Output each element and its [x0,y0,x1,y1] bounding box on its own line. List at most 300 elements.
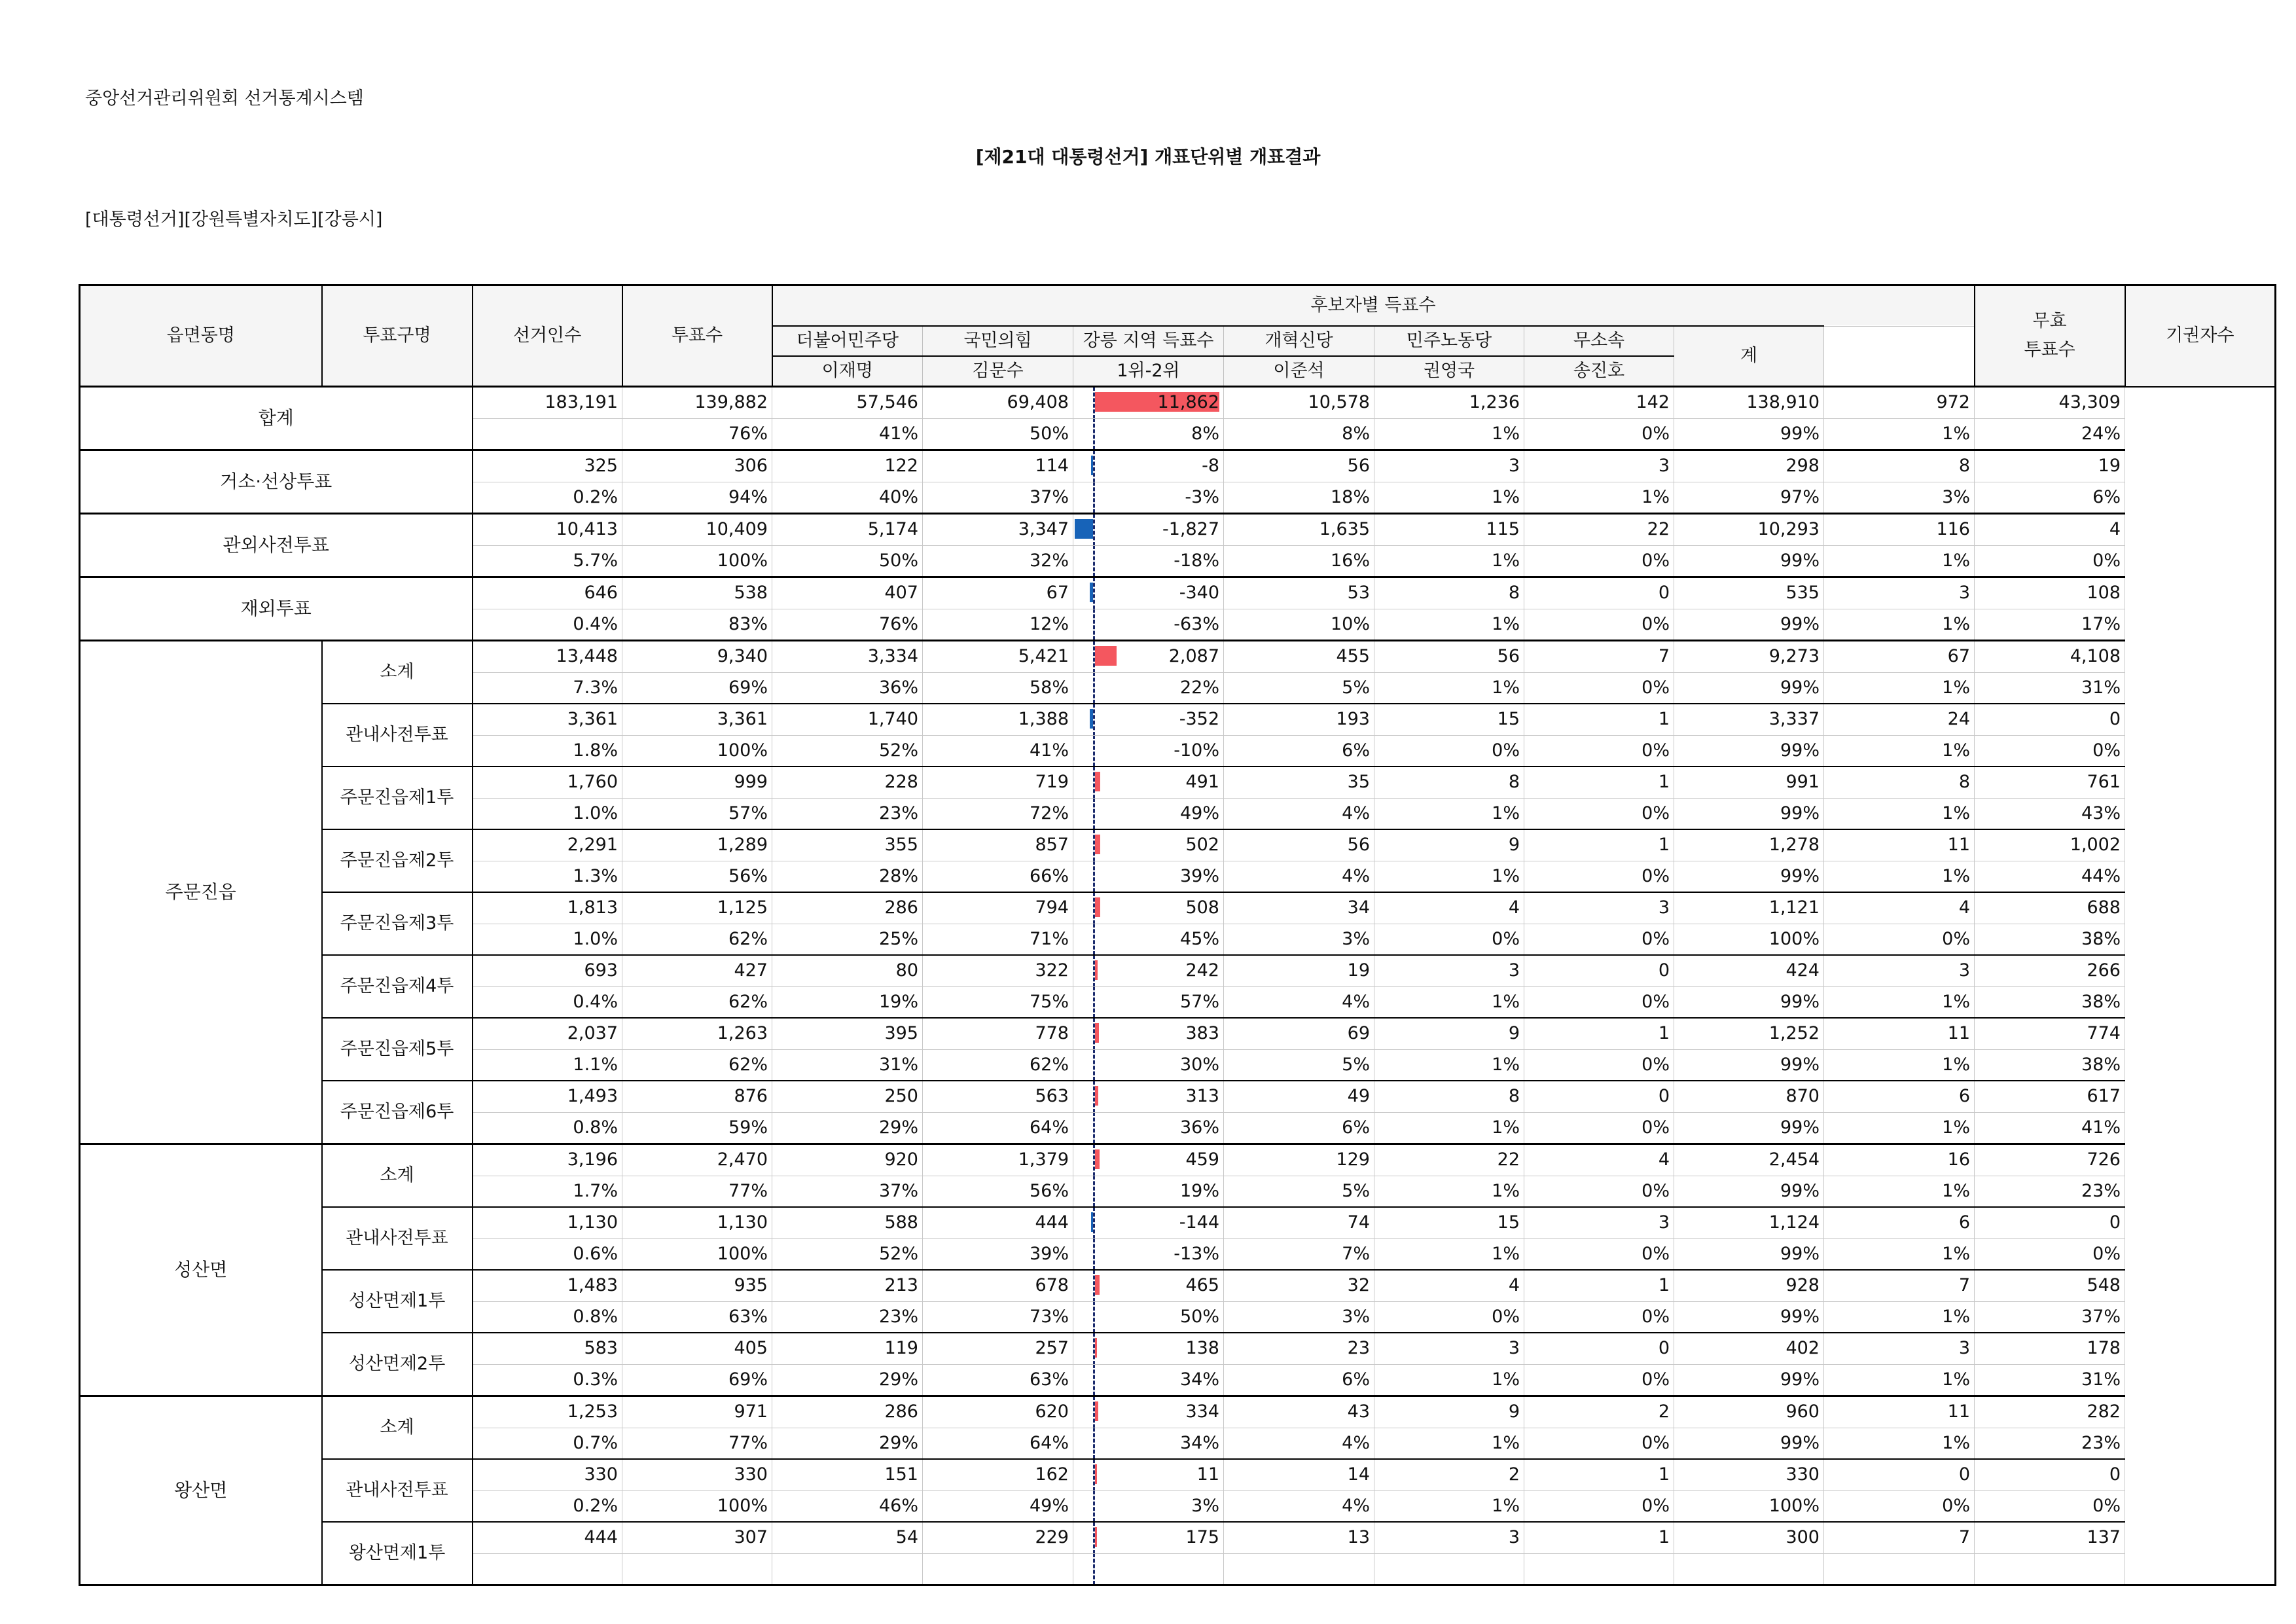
percent-cell: 40% [772,482,923,514]
diff-cell [1073,1301,1224,1333]
count-cell: 32 [1224,1270,1374,1301]
diff-cell [1073,924,1224,955]
diff-bar [1095,1023,1099,1043]
percent-cell: 62% [622,924,772,955]
count-cell: 137 [1975,1522,2125,1553]
count-cell: 54 [772,1522,923,1553]
diff-cell [1073,1144,1224,1176]
count-cell: 5,421 [923,641,1073,673]
diff-value: -10% [1174,740,1219,761]
count-cell: 11 [1824,1396,1975,1428]
polling-label: 주문진읍제6투 [322,1081,473,1144]
count-cell: 6 [1824,1207,1975,1238]
diff-value: 19% [1179,1180,1219,1201]
diff-value: 22% [1179,677,1219,698]
percent-cell: 0% [1524,1490,1674,1522]
count-cell: 282 [1975,1396,2125,1428]
count-cell: 228 [772,767,923,798]
percent-cell: 37% [923,482,1073,514]
percent-cell: 62% [923,1049,1073,1081]
count-cell: 538 [622,577,772,609]
count-cell: 1 [1524,1459,1674,1490]
polling-label: 소계 [322,1396,473,1460]
percent-cell: 0% [1524,545,1674,577]
count-cell: 928 [1674,1270,1824,1301]
diff-bar [1075,519,1093,539]
percent-cell: 1% [1824,798,1975,829]
count-cell: 1,130 [622,1207,772,1238]
percent-cell: 1% [1374,1490,1524,1522]
diff-cell [1073,1207,1224,1238]
diff-value: 508 [1185,897,1219,918]
header-invalid-bottom: 투표수 [2024,340,2075,360]
system-name: 중앙선거관리위원회 선거통계시스템 [85,88,364,109]
percent-cell [1374,1553,1524,1585]
count-cell: 3 [1824,1333,1975,1364]
diff-cell [1073,1112,1224,1144]
count-cell: 286 [772,1396,923,1428]
diff-value: 465 [1185,1275,1219,1296]
count-cell: 9 [1374,829,1524,861]
diff-cell [1073,1490,1224,1522]
percent-cell: 1.1% [473,1049,622,1081]
header-cand4: 권영국 [1374,356,1524,387]
count-cell: 455 [1224,641,1374,673]
count-cell: 14 [1224,1459,1374,1490]
polling-label: 주문진읍제2투 [322,829,473,892]
polling-label: 주문진읍제4투 [322,955,473,1018]
diff-axis [1093,1364,1095,1396]
percent-cell: 0% [1524,1238,1674,1270]
count-cell: 325 [473,450,622,482]
count-cell: 250 [772,1081,923,1112]
table-row [80,1396,2276,1428]
count-cell: 162 [923,1459,1073,1490]
diff-cell [1073,767,1224,798]
percent-cell: 94% [622,482,772,514]
count-cell: 548 [1975,1270,2125,1301]
percent-cell: 0% [1975,735,2125,767]
count-cell: 0 [1975,704,2125,735]
count-cell: 999 [622,767,772,798]
diff-value: -3% [1185,486,1219,507]
row-label: 재외투표 [80,577,473,641]
percent-cell: 73% [923,1301,1073,1333]
count-cell: 193 [1224,704,1374,735]
district-label: 왕산면 [80,1396,322,1585]
count-cell: 13,448 [473,641,622,673]
percent-cell: 0% [1524,986,1674,1018]
table-body [80,387,2276,1585]
diff-cell [1073,986,1224,1018]
percent-cell: 99% [1674,798,1824,829]
count-cell: 444 [473,1522,622,1553]
count-cell: 10,409 [622,514,772,546]
count-cell: 286 [772,892,923,924]
percent-cell [1524,1553,1674,1585]
count-cell: 229 [923,1522,1073,1553]
diff-bar [1095,960,1098,980]
percent-cell: 1% [1374,1112,1524,1144]
percent-cell [473,1553,622,1585]
percent-cell: 58% [923,672,1073,704]
percent-cell: 1% [1824,1364,1975,1396]
percent-cell: 41% [1975,1112,2125,1144]
percent-cell: 1% [1824,735,1975,767]
diff-value: 383 [1185,1023,1219,1044]
diff-cell [1073,1396,1224,1428]
percent-cell: 38% [1975,986,2125,1018]
count-cell: 11 [1824,829,1975,861]
diff-axis [1093,861,1095,892]
row-label: 거소·선상투표 [80,450,473,514]
percent-cell: 100% [622,1238,772,1270]
percent-cell: 1% [1824,418,1975,450]
percent-cell: 0% [1524,1112,1674,1144]
percent-cell: 72% [923,798,1073,829]
percent-cell: 100% [622,545,772,577]
percent-cell: 1% [1374,482,1524,514]
percent-cell [1674,1553,1824,1585]
percent-cell: 99% [1674,1112,1824,1144]
percent-cell: 0% [1374,1301,1524,1333]
diff-axis [1093,1238,1095,1270]
diff-cell [1073,1049,1224,1081]
count-cell: 35 [1224,767,1374,798]
percent-cell: 75% [923,986,1073,1018]
percent-cell: 1% [1824,545,1975,577]
count-cell: 3 [1824,577,1975,609]
diff-cell [1073,1176,1224,1207]
polling-label: 관내사전투표 [322,704,473,767]
table-row [80,1018,2276,1049]
count-cell: 0 [1524,1081,1674,1112]
percent-cell: 0% [1524,418,1674,450]
count-cell: 8 [1824,450,1975,482]
percent-cell: 12% [923,609,1073,641]
percent-cell: 64% [923,1112,1073,1144]
count-cell: 1,278 [1674,829,1824,861]
percent-cell: 99% [1674,609,1824,641]
percent-cell: 0% [1524,924,1674,955]
count-cell: 7 [1524,641,1674,673]
percent-cell: 77% [622,1176,772,1207]
diff-cell [1073,892,1224,924]
percent-cell: 99% [1674,1049,1824,1081]
percent-cell: 31% [1975,672,2125,704]
count-cell: 3,334 [772,641,923,673]
diff-cell [1073,1238,1224,1270]
diff-bar [1095,897,1100,917]
count-cell: 402 [1674,1333,1824,1364]
count-cell: 0 [1975,1459,2125,1490]
percent-cell: 63% [622,1301,772,1333]
count-cell: 2 [1524,1396,1674,1428]
percent-cell: 0% [1524,1428,1674,1459]
percent-cell: 6% [1224,735,1374,767]
percent-cell: 1% [1824,1301,1975,1333]
count-cell: 2,470 [622,1144,772,1176]
count-cell: 15 [1374,704,1524,735]
percent-cell: 46% [772,1490,923,1522]
diff-cell [1073,577,1224,609]
percent-cell: 1% [1374,672,1524,704]
diff-value: -340 [1179,583,1219,604]
percent-cell: 56% [622,861,772,892]
count-cell: 617 [1975,1081,2125,1112]
count-cell: 0 [1824,1459,1975,1490]
diff-axis [1093,986,1095,1018]
percent-cell: 10% [1224,609,1374,641]
diff-axis [1093,1428,1095,1459]
diff-value: 313 [1185,1086,1219,1107]
header-diff-top: 강릉 지역 득표수 [1073,326,1224,356]
district-label: 성산면 [80,1144,322,1396]
percent-cell: 99% [1674,672,1824,704]
percent-cell: 0.6% [473,1238,622,1270]
percent-cell: 0% [1524,1301,1674,1333]
diff-value: -13% [1174,1243,1219,1264]
count-cell: 2 [1374,1459,1524,1490]
percent-cell: 0.2% [473,482,622,514]
count-cell: 322 [923,955,1073,986]
count-cell: 129 [1224,1144,1374,1176]
percent-cell: 97% [1674,482,1824,514]
count-cell: 2,291 [473,829,622,861]
percent-cell: 0% [1524,1364,1674,1396]
diff-cell [1073,704,1224,735]
count-cell: 56 [1224,450,1374,482]
count-cell: 3,196 [473,1144,622,1176]
header-diff-bottom: 1위-2위 [1073,356,1224,387]
diff-cell [1073,829,1224,861]
diff-bar [1095,1086,1098,1106]
diff-value: 3% [1191,1495,1219,1516]
count-cell: 960 [1674,1396,1824,1428]
count-cell: 4 [1975,514,2125,546]
results-table [79,284,2276,1586]
count-cell: 114 [923,450,1073,482]
count-cell: 1,493 [473,1081,622,1112]
count-cell: 3 [1524,1207,1674,1238]
count-cell: 19 [1975,450,2125,482]
percent-cell: 1% [1824,1238,1975,1270]
percent-cell: 1% [1824,861,1975,892]
table-row [80,955,2276,986]
count-cell: 563 [923,1081,1073,1112]
percent-cell: 29% [772,1112,923,1144]
count-cell: 67 [923,577,1073,609]
percent-cell: 0.7% [473,1428,622,1459]
diff-axis [1093,735,1095,767]
polling-label: 관내사전투표 [322,1207,473,1270]
count-cell: 307 [622,1522,772,1553]
diff-value: 8% [1191,423,1219,444]
percent-cell: 99% [1674,861,1824,892]
diff-bar [1090,583,1093,602]
count-cell: 0 [1524,577,1674,609]
percent-cell: 1% [1824,1428,1975,1459]
diff-cell [1073,1364,1224,1396]
count-cell: 1,253 [473,1396,622,1428]
polling-label: 성산면제1투 [322,1270,473,1333]
count-cell: 0 [1524,955,1674,986]
percent-cell: 5% [1224,1176,1374,1207]
count-cell: 9,340 [622,641,772,673]
diff-cell [1073,1270,1224,1301]
diff-cell [1073,545,1224,577]
percent-cell: 1.8% [473,735,622,767]
percent-cell: 24% [1975,418,2125,450]
diff-axis [1093,545,1095,577]
percent-cell: 1% [1374,1364,1524,1396]
count-cell: 1,124 [1674,1207,1824,1238]
count-cell: 0 [1524,1333,1674,1364]
count-cell: 10,578 [1224,387,1374,419]
percent-cell: 31% [772,1049,923,1081]
diff-value: 49% [1179,803,1219,823]
count-cell: 870 [1674,1081,1824,1112]
percent-cell: 5.7% [473,545,622,577]
percent-cell: 37% [772,1176,923,1207]
header-candidate-group: 후보자별 득표수 [772,285,1975,327]
diff-value: 11,862 [1157,392,1219,413]
percent-cell: 5% [1224,672,1374,704]
percent-cell: 43% [1975,798,2125,829]
polling-label: 관내사전투표 [322,1459,473,1522]
percent-cell: 99% [1674,986,1824,1018]
count-cell: 1 [1524,1522,1674,1553]
percent-cell: 100% [622,735,772,767]
count-cell: 1 [1524,829,1674,861]
diff-axis [1093,514,1095,545]
percent-cell: 0% [1524,1049,1674,1081]
diff-bar [1091,456,1093,475]
diff-axis [1093,1207,1095,1238]
table-row [80,1207,2276,1238]
table-row [80,641,2276,673]
percent-cell: 23% [772,1301,923,1333]
count-cell: 116 [1824,514,1975,546]
count-cell: 407 [772,577,923,609]
percent-cell: 0% [1975,1238,2125,1270]
diff-axis [1093,1049,1095,1081]
table-row [80,577,2276,609]
percent-cell: 0% [1975,1490,2125,1522]
count-cell: 583 [473,1333,622,1364]
percent-cell: 52% [772,1238,923,1270]
percent-cell: 63% [923,1364,1073,1396]
percent-cell: 0% [1524,861,1674,892]
percent-cell: 57% [622,798,772,829]
count-cell: 0 [1975,1207,2125,1238]
percent-cell: 37% [1975,1301,2125,1333]
percent-cell: 32% [923,545,1073,577]
percent-cell: 1% [1374,1049,1524,1081]
percent-cell: 3% [1224,1301,1374,1333]
diff-value: 502 [1185,835,1219,856]
header-cand2: 김문수 [923,356,1073,387]
count-cell: 7 [1824,1522,1975,1553]
count-cell: 257 [923,1333,1073,1364]
count-cell: 3 [1374,1522,1524,1553]
table-row [80,514,2276,546]
header-invalid-top: 무효 [2032,311,2067,331]
polling-label: 주문진읍제1투 [322,767,473,829]
percent-cell: 0.8% [473,1112,622,1144]
percent-cell: 76% [622,418,772,450]
count-cell: 424 [1674,955,1824,986]
count-cell: 1,740 [772,704,923,735]
percent-cell: 23% [772,798,923,829]
count-cell: 1,760 [473,767,622,798]
count-cell: 4 [1524,1144,1674,1176]
diff-value: 34% [1179,1432,1219,1453]
diff-value: 138 [1185,1338,1219,1359]
percent-cell: 0% [1524,735,1674,767]
percent-cell: 50% [923,418,1073,450]
count-cell: 7 [1824,1270,1975,1301]
count-cell: 57,546 [772,387,923,419]
count-cell: 1 [1524,1018,1674,1049]
count-cell: 142 [1524,387,1674,419]
table-row [80,1081,2276,1112]
count-cell: 427 [622,955,772,986]
percent-cell: 7.3% [473,672,622,704]
count-cell: 3 [1824,955,1975,986]
count-cell: 3 [1374,450,1524,482]
diff-cell [1073,1081,1224,1112]
diff-bar [1095,772,1100,791]
diff-value: 34% [1179,1369,1219,1390]
count-cell: 151 [772,1459,923,1490]
count-cell: 1,121 [1674,892,1824,924]
count-cell: 4 [1374,892,1524,924]
header-votes-cast: 투표수 [622,285,772,387]
count-cell: 3,361 [622,704,772,735]
percent-cell: 1% [1524,482,1674,514]
percent-cell: 0% [1524,1176,1674,1207]
diff-cell [1073,672,1224,704]
header-district: 읍면동명 [80,285,322,387]
table-row [80,1270,2276,1301]
count-cell: 646 [473,577,622,609]
count-cell: 444 [923,1207,1073,1238]
diff-bar [1090,709,1093,729]
percent-cell: 3% [1224,924,1374,955]
percent-cell: 28% [772,861,923,892]
diff-cell [1073,641,1224,673]
count-cell: 43 [1224,1396,1374,1428]
polling-label: 성산면제2투 [322,1333,473,1396]
diff-value: -1,827 [1162,519,1219,540]
header-party1: 더불어민주당 [772,326,923,356]
percent-cell [923,1553,1073,1585]
percent-cell: 6% [1975,482,2125,514]
percent-cell: 29% [772,1428,923,1459]
percent-cell: 3% [1824,482,1975,514]
count-cell: 3 [1374,1333,1524,1364]
diff-cell [1073,798,1224,829]
count-cell: 16 [1824,1144,1975,1176]
percent-cell: 99% [1674,1176,1824,1207]
header-cand1: 이재명 [772,356,923,387]
diff-axis [1093,1176,1095,1207]
district-label: 주문진읍 [80,641,322,1144]
count-cell: 56 [1224,829,1374,861]
count-cell: 774 [1975,1018,2125,1049]
count-cell: 13 [1224,1522,1374,1553]
